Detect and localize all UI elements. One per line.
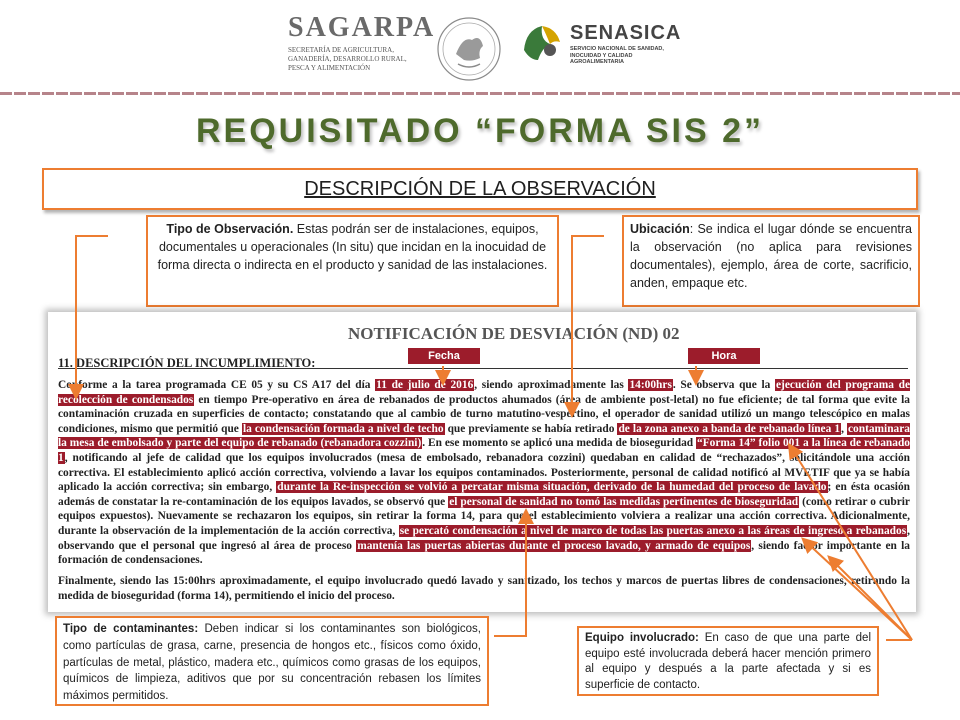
header	[0, 0, 960, 92]
callout-text: En caso de que una parte del equipo esté involucrada deberá hacer mención primero al equipo y después a la parte afectada y si es superficie de contacto.	[585, 632, 871, 691]
section-subtitle: DESCRIPCIÓN DE LA OBSERVACIÓN	[304, 178, 656, 200]
senasica-subtitle: SERVICIO NACIONAL DE SANIDAD, INOCUIDAD Y CALIDAD AGROALIMENTARIA	[570, 46, 664, 65]
body-text: , notificando al jefe de calidad que los equipos involucrados (mesa de embolsado, rebanadora cozzini) quedaban en calidad de “rechazados”, solicitándole una acción correctiva. El establecimiento aplicó acción correctiva, volviendo a lavar los equipos contaminados. Posteriormente, personal de calidad notificó al MVETIF que ya se había aplicado la acción correctiva; sin embargo,	[58, 451, 910, 494]
hora-tag: Hora	[688, 348, 760, 364]
document-final-paragraph: Finalmente, siendo las 15:00hrs aproximadamente, el equipo involucrado quedó lavado y sanitizado, los techos y marcos de puertas libres de condensaciones, retirando la medida de bioseguridad (forma 14), permitiendo el inicio del proceso.	[58, 575, 910, 602]
highlighted-text: se percató condensación a nivel de marco de todas las puertas anexo a las áreas de ingreso a rebanados	[399, 524, 907, 537]
senasica-logo	[520, 20, 690, 68]
body-text: en tiempo Pre-operativo en área de rebanados de productos ahumados (área de ambiente post-letal) no fue eficiente; de tal forma que evite la contaminación cruzada en superficies de contacto; constatando que al cambio de turno matutino-vespertino, el operador de sanidad utilizó un mango telescópico en malas condiciones, mismo que permitió que	[58, 393, 911, 435]
callout-ubicacion	[622, 215, 920, 307]
document-body	[58, 378, 910, 568]
callout-text: Estas podrán ser de instalaciones, equipos, documentales u operacionales (In situ) que incidan en la inocuidad de forma directa o indirecta en el producto y sanidad de las instalaciones.	[157, 222, 548, 272]
callout-label: Equipo involucrado:	[585, 632, 699, 644]
callout-label: Ubicación	[630, 222, 690, 236]
document-excerpt	[48, 312, 916, 612]
document-title: NOTIFICACIÓN DE DESVIACIÓN (ND) 02	[348, 324, 680, 343]
callout-equipo-involucrado	[577, 626, 879, 696]
body-text: que previamente se había retirado	[444, 422, 618, 435]
highlighted-text: 14:00hrs	[629, 379, 672, 391]
body-text: , siendo factor importante en la formación de condensaciones.	[58, 539, 910, 567]
sagarpa-logo	[288, 12, 436, 73]
body-text: , siendo aproximadamente las	[474, 379, 629, 391]
body-text: Conforme a la tarea programada CE 05 y su CS A17 del día	[58, 379, 376, 391]
body-text: . En ese momento se aplicó una medida de bioseguridad	[422, 437, 697, 450]
highlighted-text: 11 de julio de 2016	[376, 379, 474, 391]
senasica-emblem-icon	[520, 20, 564, 66]
body-text: ; en ésta ocasión además de constatar la re-contaminación de los equipos lavados, se observó que	[58, 481, 911, 508]
mexico-seal-icon	[428, 14, 510, 84]
callout-label: Tipo de contaminantes:	[63, 623, 199, 635]
callout-label: Tipo de Observación.	[166, 222, 294, 236]
highlighted-text: ejecución del programa de recolección de condensados	[58, 379, 910, 406]
highlighted-text: “Forma 14” folio 001 a la línea de rebanado 1	[58, 437, 910, 464]
senasica-name: SENASICA	[570, 22, 682, 44]
section-subtitle-box	[42, 168, 918, 210]
highlighted-text: mantenía las puertas abiertas durante el proceso lavado, y armado de equipos	[357, 539, 751, 552]
callout-tipo-observacion	[146, 215, 559, 307]
sagarpa-subtitle: SECRETARÍA DE AGRICULTURA, GANADERÍA, DESARROLLO RURAL, PESCA Y ALIMENTACIÓN	[288, 46, 407, 72]
body-text: (como retirar o cubrir equipos expuestos). Nuevamente se rechazaron los equipos, sin retirar la forma 14, para que el establecimiento volviera a realizar una acción correctiva. Adicionalmente, durante la observación de la implementación de la acción correctiva,	[58, 495, 910, 537]
body-text: , observando que el personal que ingresó al área de proceso	[58, 524, 910, 552]
highlighted-text: el personal de sanidad no tomó las medidas pertinentes de bioseguridad	[449, 495, 799, 508]
highlighted-text: contaminara la mesa de embolsado y parte del equipo de rebanado (rebanadora cozzini)	[58, 422, 910, 450]
header-divider	[0, 92, 960, 95]
highlighted-text: de la zona anexo a banda de rebanado línea 1	[618, 422, 841, 435]
document-section-heading: 11. DESCRIPCIÓN DEL INCUMPLIMIENTO:	[58, 356, 316, 370]
highlighted-text: la condensación formada a nivel de techo	[242, 422, 444, 435]
sagarpa-name: SAGARPA	[288, 12, 436, 43]
body-text: ,	[841, 422, 847, 435]
callout-tipo-contaminantes	[55, 616, 489, 706]
highlighted-text: durante la Re-inspección se volvió a percatar misma situación, derivado de la humedad del proceso de lavado	[277, 481, 827, 494]
body-text: . Se observa que la	[672, 379, 775, 391]
callout-text: : Se indica el lugar dónde se encuentra la observación (no aplica para revisiones documentales), ejemplo, área de corte, sacrificio, anden, empaque etc.	[630, 222, 912, 290]
page-title: REQUISITADO “FORMA SIS 2”	[195, 112, 765, 150]
document-divider	[58, 368, 908, 369]
callout-text: Deben indicar si los contaminantes son biológicos, como partículas de grasa, carne, presencia de hongos etc., físicos como óxido, partículas de metal, plástico, madera etc., químicos como grasas de los equipos, químicos de limpieza, aditivos que por su concentración rebasen los límites máximos permitidos.	[63, 623, 482, 703]
fecha-tag: Fecha	[408, 348, 480, 364]
